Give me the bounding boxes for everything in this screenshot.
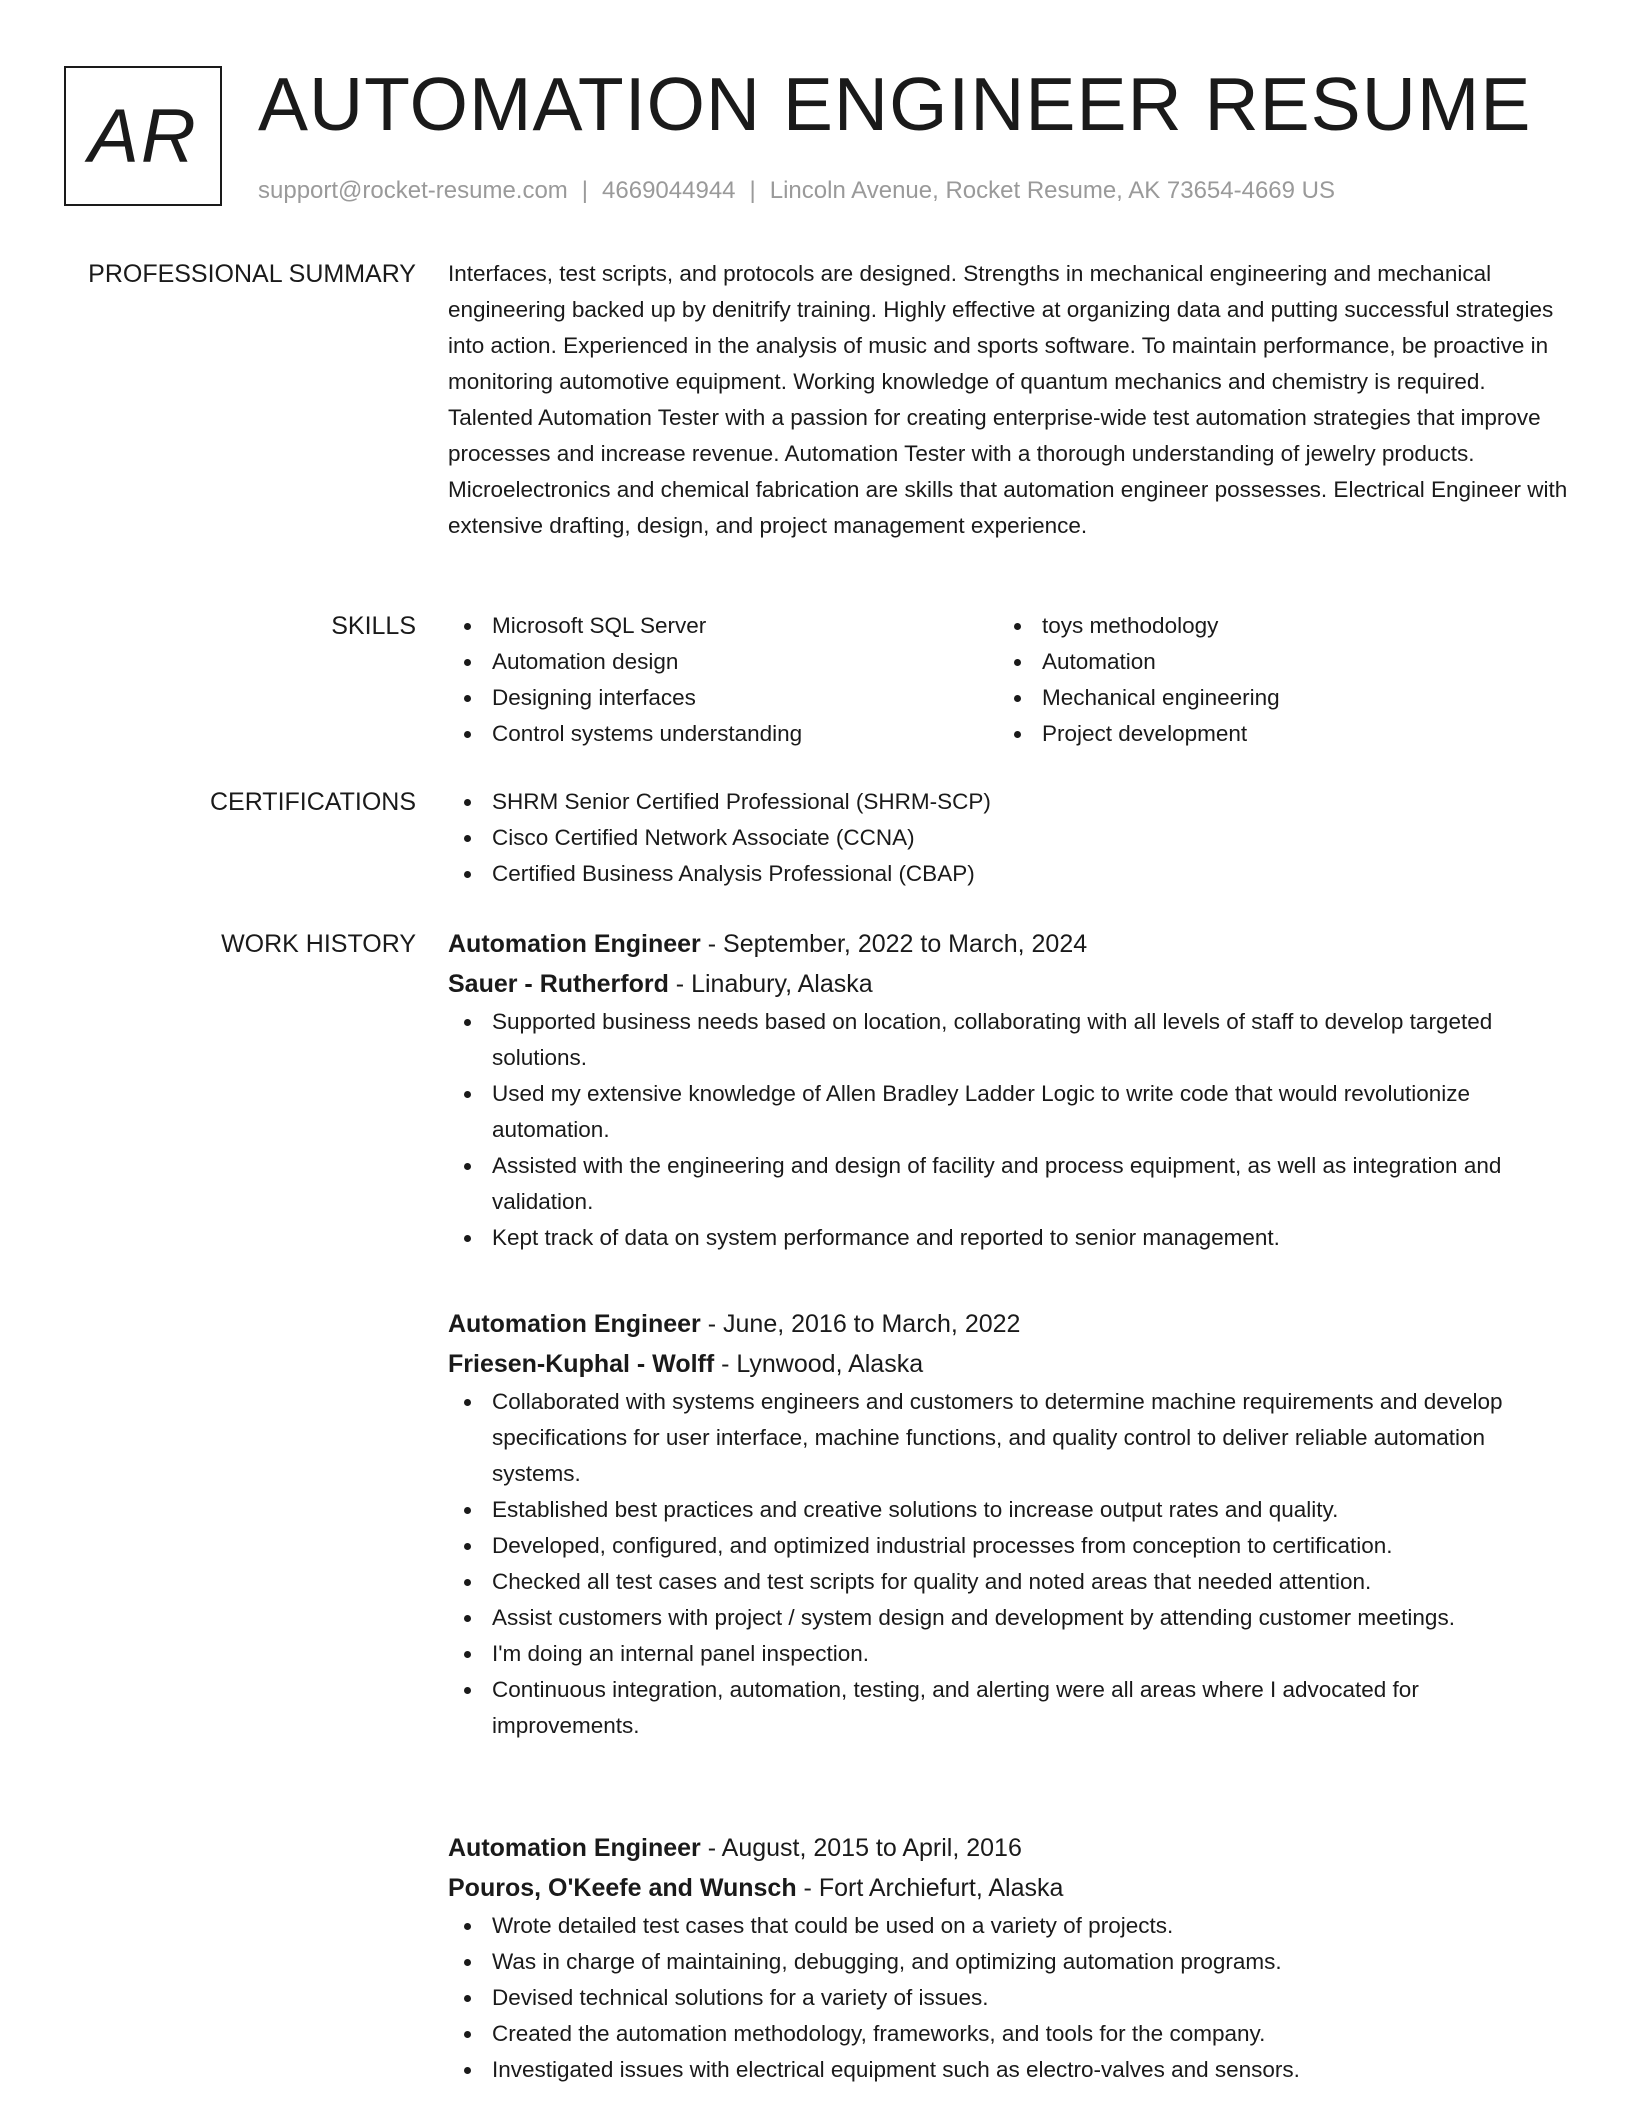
job-dash: - (700, 930, 724, 958)
certification-item: SHRM Senior Certified Professional (SHRM-SCP) (448, 784, 1568, 820)
contact-address: Lincoln Avenue, Rocket Resume, AK 73654-4669 US (769, 177, 1336, 204)
job-dates: September, 2022 to March, 2024 (723, 930, 1088, 958)
job-dash: - (668, 970, 692, 998)
certifications-label: CERTIFICATIONS (209, 788, 416, 816)
job-company-line (448, 1868, 1568, 1908)
resume-title: AUTOMATION ENGINEER RESUME (258, 62, 1532, 146)
duty-item: Developed, configured, and optimized industrial processes from conception to certification. (448, 1528, 1568, 1564)
job-company-line (448, 1344, 1568, 1384)
duty-item: Supported business needs based on location, collaborating with all levels of staff to develop targeted solutions. (448, 1004, 1568, 1076)
skills-grid (448, 608, 1568, 752)
job-title-line (448, 1304, 1568, 1344)
job-title: Automation Engineer (448, 1834, 701, 1862)
job-entry (448, 1304, 1568, 1744)
certification-item: Cisco Certified Network Associate (CCNA) (448, 820, 1568, 856)
job-entry (448, 1828, 1568, 2088)
monogram-logo: AR (64, 66, 222, 206)
contact-email[interactable]: support@rocket-resume.com (258, 177, 568, 204)
job-dates: August, 2015 to April, 2016 (721, 1834, 1022, 1862)
duty-item: Wrote detailed test cases that could be used on a variety of projects. (448, 1908, 1568, 1944)
job-dash: - (700, 1310, 724, 1338)
contact-line (258, 175, 1335, 207)
skill-item: Microsoft SQL Server (448, 608, 998, 644)
skill-item: toys methodology (998, 608, 1548, 644)
certifications-list (448, 784, 1568, 892)
job-company: Friesen-Kuphal - Wolff (448, 1350, 715, 1378)
certification-item: Certified Business Analysis Professional (CBAP) (448, 856, 1568, 892)
job-title: Automation Engineer (448, 930, 701, 958)
job-company-line (448, 964, 1568, 1004)
summary-label: PROFESSIONAL SUMMARY (88, 260, 416, 288)
duty-item: Collaborated with systems engineers and customers to determine machine requirements and develop specifications for user interface, machine functions, and quality control to deliver reliable automation systems. (448, 1384, 1568, 1492)
job-company: Pouros, O'Keefe and Wunsch (448, 1874, 797, 1902)
skill-item: Designing interfaces (448, 680, 998, 716)
duty-item: I'm doing an internal panel inspection. (448, 1636, 1568, 1672)
duty-item: Checked all test cases and test scripts for quality and noted areas that needed attention. (448, 1564, 1568, 1600)
job-dash: - (796, 1874, 819, 1902)
skills-column-2 (998, 608, 1548, 752)
duty-item: Devised technical solutions for a variety of issues. (448, 1980, 1568, 2016)
contact-separator: | (581, 177, 589, 204)
certifications-body (448, 784, 1568, 892)
skill-item: Project development (998, 716, 1548, 752)
job-title-line (448, 1828, 1568, 1868)
job-duties (448, 1384, 1568, 1744)
skills-column-1 (448, 608, 998, 752)
job-duties (448, 1908, 1568, 2088)
duty-item: Used my extensive knowledge of Allen Bradley Ladder Logic to write code that would revolutionize automation. (448, 1076, 1568, 1148)
skill-item: Control systems understanding (448, 716, 998, 752)
skill-item: Automation (998, 644, 1548, 680)
job-location: Fort Archiefurt, Alaska (818, 1874, 1064, 1902)
duty-item: Kept track of data on system performance and reported to senior management. (448, 1220, 1568, 1256)
skills-label: SKILLS (331, 612, 416, 640)
summary-text: Interfaces, test scripts, and protocols are designed. Strengths in mechanical engineering and mechanical engineering backed up by denitrify training. Highly effective at organizing data and putting successful strategies into action. Experienced in the analysis of music and sports software. To maintain performance, be proactive in monitoring automotive equipment. Working knowledge of quantum mechanics and chemistry is required. Talented Automation Tester with a passion for creating enterprise-wide test automation strategies that improve processes and increase revenue. Automation Tester with a thorough understanding of jewelry products. Microelectronics and chemical fabrication are skills that automation engineer possesses. Electrical Engineer with extensive drafting, design, and project management experience. (448, 261, 1568, 538)
job-dash: - (700, 1834, 722, 1862)
contact-separator: | (749, 177, 756, 204)
work-history-label: WORK HISTORY (221, 930, 416, 958)
summary-body (448, 256, 1568, 544)
duty-item: Assisted with the engineering and design of facility and process equipment, as well as integration and validation. (448, 1148, 1568, 1220)
duty-item: Established best practices and creative solutions to increase output rates and quality. (448, 1492, 1568, 1528)
job-entry (448, 924, 1568, 1256)
skill-item: Mechanical engineering (998, 680, 1548, 716)
job-location: Lynwood, Alaska (736, 1350, 924, 1378)
job-duties (448, 1004, 1568, 1256)
job-location: Linabury, Alaska (691, 970, 873, 998)
job-dates: June, 2016 to March, 2022 (723, 1310, 1021, 1338)
duty-item: Assist customers with project / system design and development by attending customer meetings. (448, 1600, 1568, 1636)
job-company: Sauer - Rutherford (448, 970, 669, 998)
duty-item: Investigated issues with electrical equipment such as electro-valves and sensors. (448, 2052, 1568, 2088)
job-dash: - (714, 1350, 737, 1378)
skill-item: Automation design (448, 644, 998, 680)
job-title: Automation Engineer (448, 1310, 701, 1338)
duty-item: Was in charge of maintaining, debugging, and optimizing automation programs. (448, 1944, 1568, 1980)
duty-item: Continuous integration, automation, testing, and alerting were all areas where I advocated for improvements. (448, 1672, 1568, 1744)
job-title-line (448, 924, 1568, 964)
duty-item: Created the automation methodology, frameworks, and tools for the company. (448, 2016, 1568, 2052)
contact-phone[interactable]: 4669044944 (602, 177, 736, 204)
